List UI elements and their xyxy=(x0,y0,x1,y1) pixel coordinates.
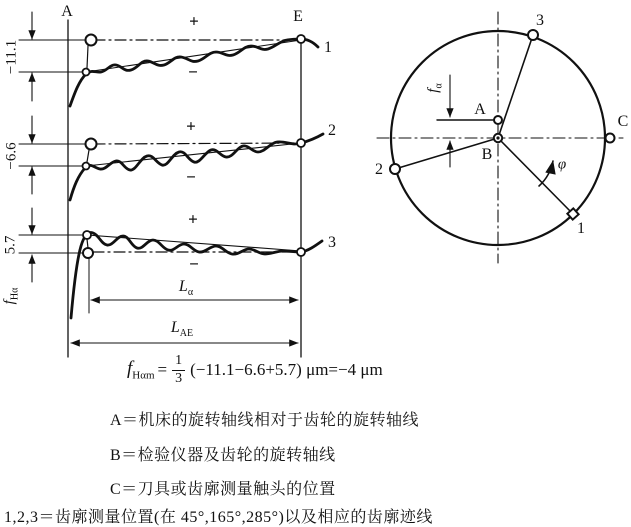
trace2-minus-sign: − xyxy=(186,167,196,187)
point-marker-c xyxy=(606,134,615,143)
axis-offset-label xyxy=(425,83,445,93)
circle-point-b-label: B xyxy=(481,146,493,163)
trace2-plus-sign: + xyxy=(186,116,196,136)
note-line-b: B＝检验仪器及齿轮的旋转轴线 xyxy=(110,447,336,464)
trace1-number: 1 xyxy=(324,39,332,56)
mean-slope-formula xyxy=(127,354,383,386)
formula-frac-den: 3 xyxy=(175,370,183,386)
trace3-plus-sign: + xyxy=(188,209,198,229)
fa-main: f xyxy=(425,88,442,93)
formula-lhs-main: f xyxy=(127,358,133,380)
point-marker-a xyxy=(494,116,502,124)
formula-lhs-sub: Hαm xyxy=(132,369,155,382)
circle-point-2-label: 2 xyxy=(375,161,383,178)
formula-rhs: (−11.1−6.6+5.7) μm=−4 μm xyxy=(190,360,383,380)
la-sub: α xyxy=(187,287,194,299)
profile-trace-3 xyxy=(19,208,322,318)
trace1-value-label: −11.1 xyxy=(3,39,20,75)
trace2-number: 2 xyxy=(328,122,336,139)
trace3-number: 3 xyxy=(328,234,336,251)
circle-point-1-label: 1 xyxy=(577,220,585,237)
start-point-label: A xyxy=(61,3,73,20)
trace3-minus-sign: − xyxy=(189,254,199,274)
profile-trace-2 xyxy=(19,116,323,200)
note-line-c: C＝刀具或齿廓测量触头的位置 xyxy=(110,481,336,498)
trace1-plus-sign: + xyxy=(189,11,199,31)
point-marker-3 xyxy=(528,30,538,40)
fha-sub: Hα xyxy=(9,287,21,301)
end-point-label: E xyxy=(293,8,303,25)
radius-line-to-1 xyxy=(498,138,573,214)
gear-circle-diagram xyxy=(377,12,623,263)
point-marker-b-center-dot xyxy=(496,136,499,139)
radius-line-to-3 xyxy=(498,35,533,138)
lae-main: L xyxy=(170,319,180,336)
phi-angle-label: φ xyxy=(557,156,567,173)
trace2-value-label: −6.6 xyxy=(3,142,20,170)
formula-equals: = xyxy=(157,360,168,380)
note-line-123: 1,2,3＝齿廓测量位置(在 45°,165°,285°)以及相应的齿廓迹线 xyxy=(4,509,433,526)
trace1-minus-sign: − xyxy=(188,62,198,82)
fa-sub: α xyxy=(433,83,445,89)
formula-frac-num: 1 xyxy=(175,353,183,368)
trace3-value-label: 5.7 xyxy=(2,235,19,255)
fha-main: f xyxy=(1,300,18,305)
formula-fraction xyxy=(172,354,185,386)
profile-trace-1 xyxy=(19,12,318,106)
dimension-la-label xyxy=(178,278,194,299)
point-marker-2 xyxy=(390,164,400,174)
circle-point-3-label: 3 xyxy=(536,12,544,29)
dimension-lae-label xyxy=(170,319,194,340)
circle-point-c-label: C xyxy=(617,113,629,130)
y-axis-label-fha xyxy=(1,287,21,305)
note-line-a: A＝机床的旋转轴线相对于齿轮的旋转轴线 xyxy=(110,412,420,429)
la-main: L xyxy=(178,278,188,295)
formula-lhs xyxy=(127,358,155,381)
lae-sub: AE xyxy=(179,328,194,340)
circle-point-a-label: A xyxy=(474,101,486,118)
